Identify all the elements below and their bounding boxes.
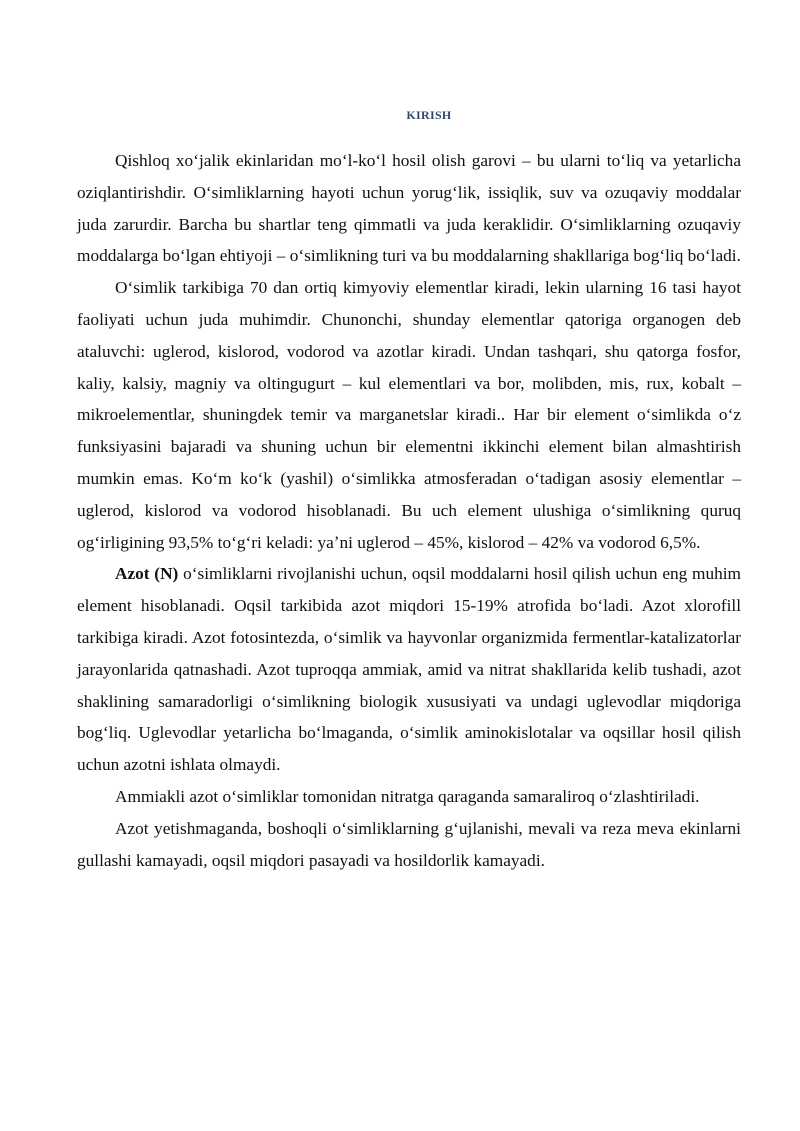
section-heading: KIRISH [406,108,452,122]
paragraph-3-text: oʻsimliklarni rivojlanishi uchun, oqsil moddalarni hosil qilish uchun eng muhim element hisoblanadi. Oqsil tarkibida azot miqdori 15-19% atrofida boʻladi. Azot xlorofill tarkibiga kiradi. Azot fotosintezda, oʻsimlik va hayvonlar organizmida fermentlar-katalizatorlar jarayonlarida qatnashadi. Azot tuproqqa ammiak, amid va nitrat shakllarida kelib tushadi, azot shaklining samaradorligi oʻsimlikning biologik xususiyati va undagi uglevodlar miqdoriga bogʻliq. Uglevodlar yetarlicha boʻlmaganda, oʻsimlik aminokislotalar va oqsillar hosil qilish uchun azotni ishlata olmaydi. [77,564,742,775]
paragraph-4: Ammiakli azot oʻsimliklar tomonidan nitratga qaraganda samaraliroq oʻzlashtiriladi. [115,786,700,806]
paragraph-1: Qishloq xoʻjalik ekinlaridan moʻl-koʻl hosil olish garovi – bu ularni toʻliq va yetarlicha oziqlantirishdir. Oʻsimliklarning hayoti uchun yorugʻlik, issiqlik, suv va ozuqaviy moddalar juda zarurdir. Barcha bu shartlar teng qimmatli va juda keraklidir. Oʻsimliklarning ozuqaviy moddalarga boʻlgan ehtiyoji – oʻsimlikning turi va bu moddalarning shakllariga bogʻliq boʻladi. [77,151,741,266]
azot-term: Azot (N) [115,564,179,584]
paragraph-5: Azot yetishmaganda, boshoqli oʻsimliklarning gʻujlanishi, mevali va reza meva ekinlarni gullashi kamayadi, oqsil miqdori pasayadi va hosildorlik kamayadi. [77,818,741,870]
paragraph-2: Oʻsimlik tarkibiga 70 dan ortiq kimyoviy elementlar kiradi, lekin ularning 16 tasi hayot faoliyati uchun juda muhimdir. Chunonchi, shunday elementlar qatoriga organogen deb ataluvchi: uglerod, kislorod, vodorod va azotlar kiradi. Undan tashqari, shu qatorga fosfor, kaliy, kalsiy, magniy va oltingugurt – kul elementlari va bor, molibden, mis, rux, kobalt – mikroelementlar, shuningdek temir va marganetslar kiradi.. Har bir element oʻsimlikda oʻz funksiyasini bajaradi va shuning uchun bir elementni ikkinchi element bilan almashtirish mumkin emas. Koʻm koʻk (yashil) oʻsimlikka atmosferadan oʻtadigan asosiy elementlar – uglerod, kislorod va vodorod hisoblanadi. Bu uch element ulushiga oʻsimlikning quruq ogʻirligining 93,5% toʻgʻri keladi: yaʼni uglerod – 45%, kislorod – 42% va vodorod 6,5%. [77,278,741,552]
body-text [77,145,741,876]
paragraph-3 [77,558,741,781]
